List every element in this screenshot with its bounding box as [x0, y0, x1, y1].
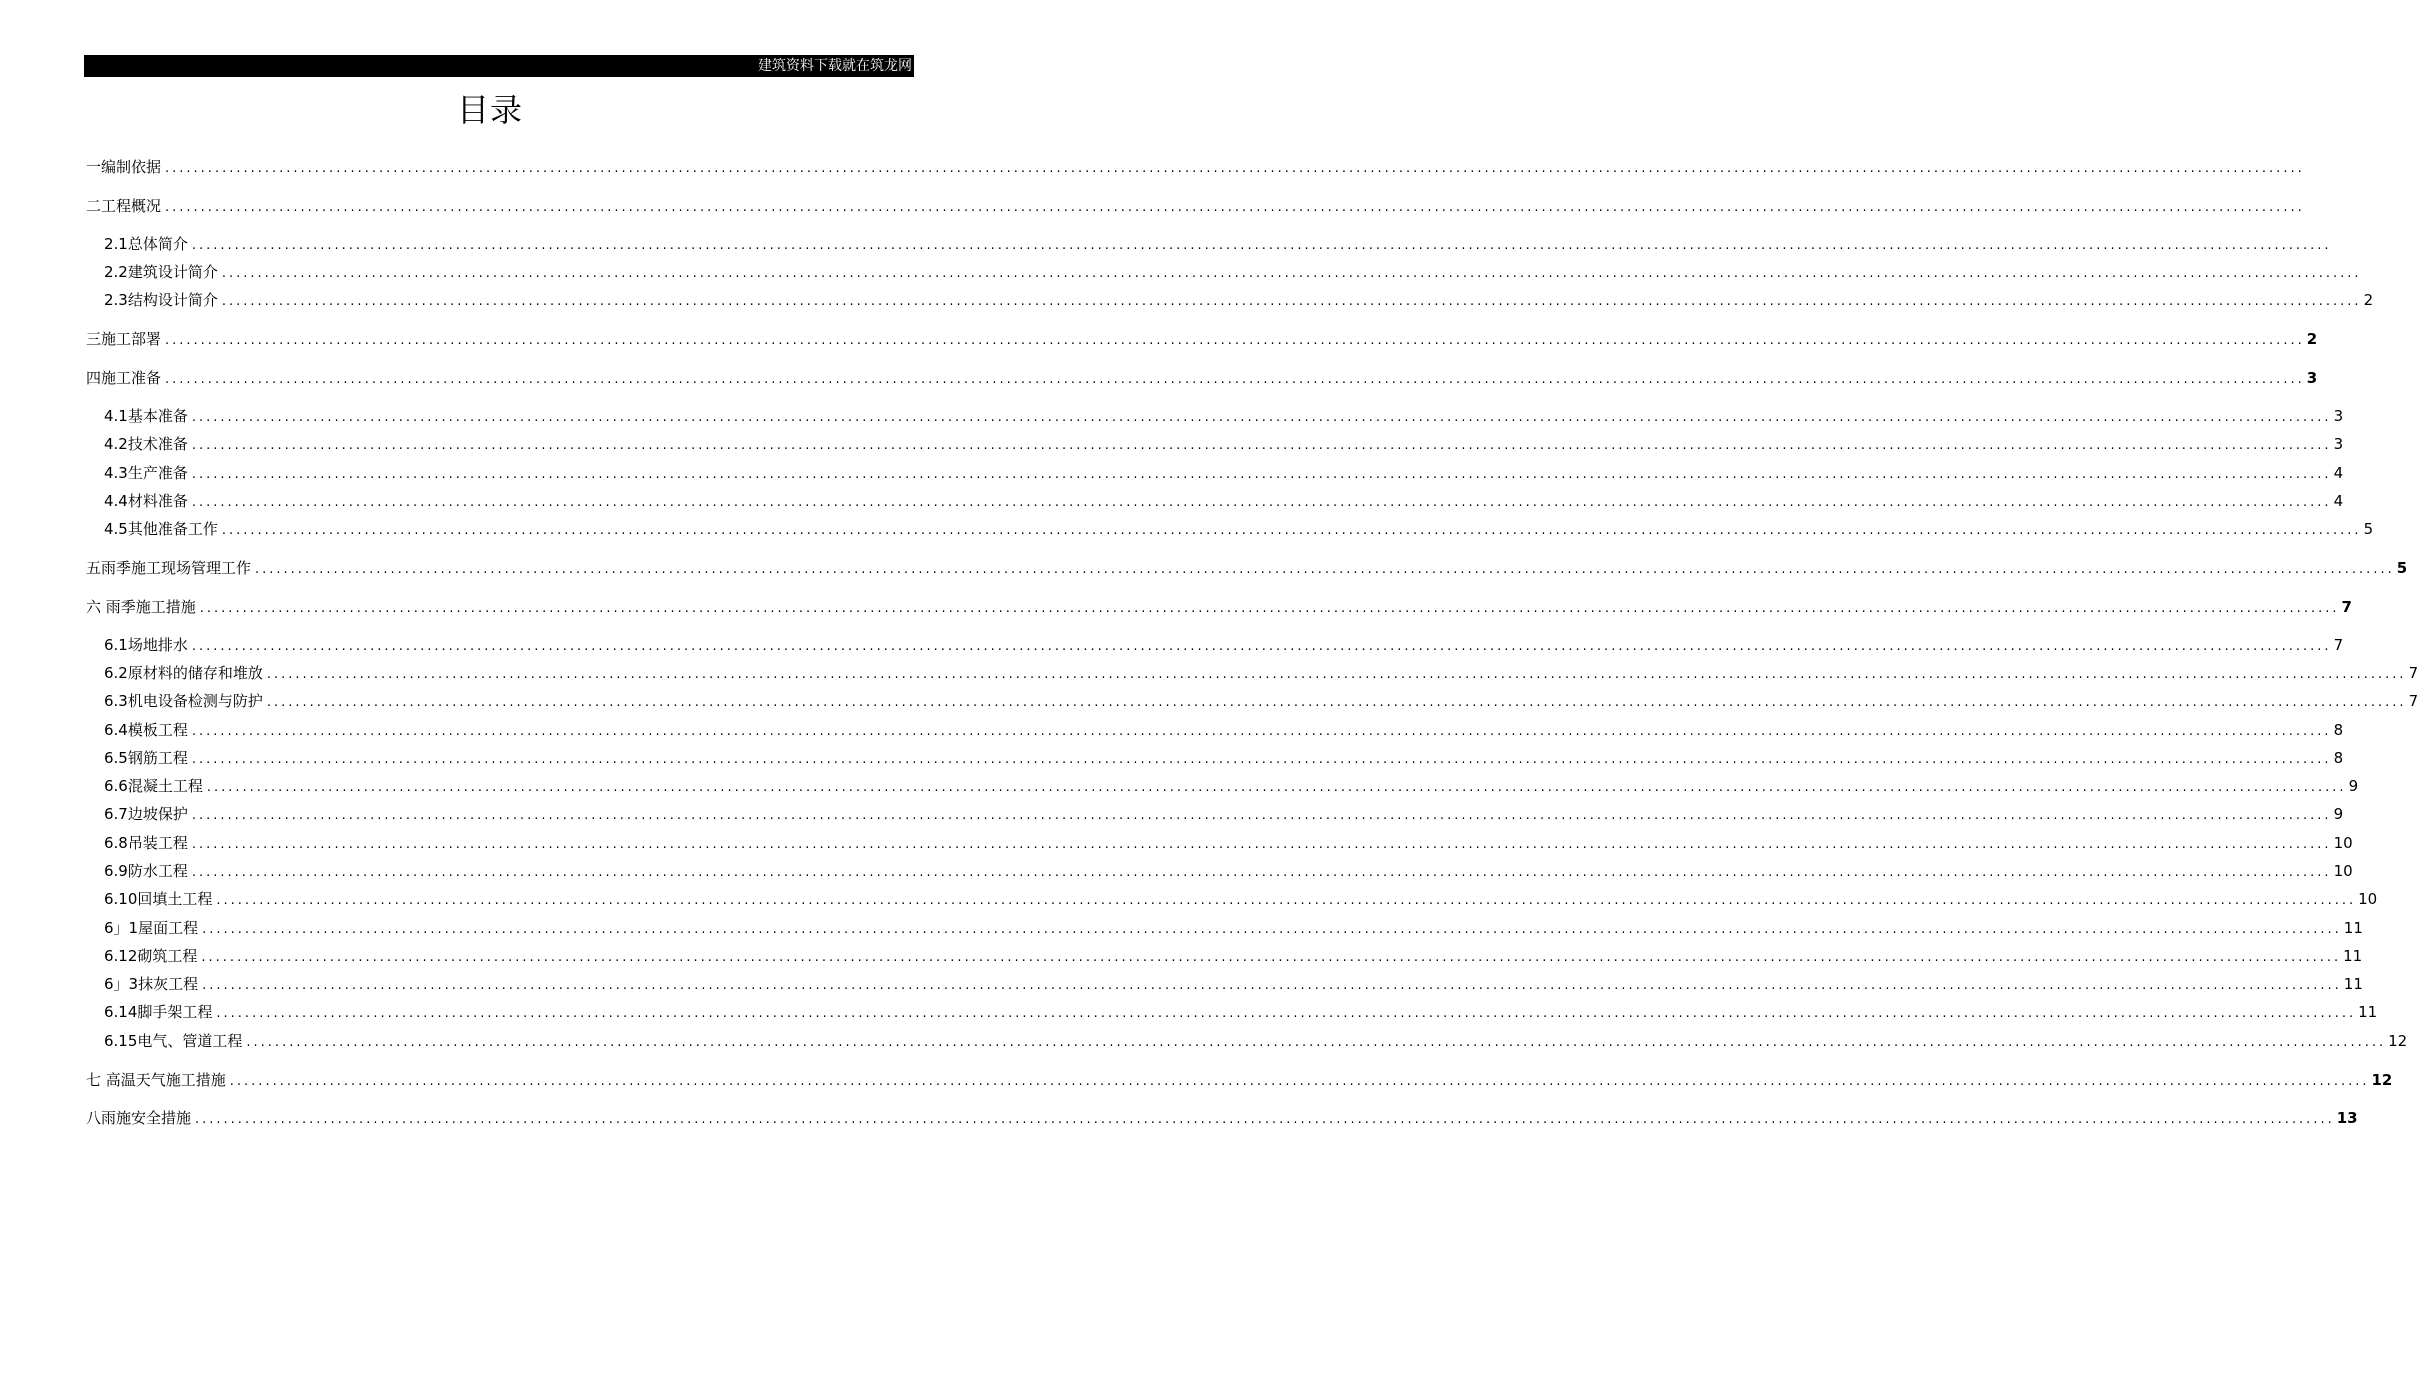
toc-entry-page-number: 10 — [2333, 862, 2353, 880]
toc-leader-dots: ............................................................................................................................................................................................................................................................................................................ — [202, 978, 2342, 993]
toc-leader-dots: ............................................................................................................................................................................................................................................................................................................ — [221, 266, 2362, 281]
toc-entry-page-number: 8 — [2333, 721, 2344, 739]
toc-entry-label: 一编制依据 — [86, 158, 162, 176]
toc-leader-dots: ............................................................................................................................................................................................................................................................................................................ — [266, 667, 2407, 682]
toc-entry[interactable] — [104, 1031, 2408, 1053]
toc-entry-label: 2.3结构设计简介 — [104, 291, 218, 309]
toc-leader-dots: ............................................................................................................................................................................................................................................................................................................ — [191, 438, 2332, 453]
toc-entry[interactable] — [86, 1108, 2358, 1130]
toc-leader-dots: ............................................................................................................................................................................................................................................................................................................ — [191, 495, 2332, 510]
toc-leader-dots: ............................................................................................................................................................................................................................................................................................................ — [201, 950, 2342, 965]
toc-entry[interactable] — [104, 434, 2344, 456]
toc-entry[interactable] — [104, 889, 2378, 911]
toc-entry-label: 6.3机电设备检测与防护 — [104, 692, 263, 710]
toc-entry[interactable] — [104, 262, 2362, 284]
toc-entry-label: 6」3抹灰工程 — [104, 975, 199, 993]
toc-entry[interactable] — [104, 635, 2344, 657]
toc-entry-page-number: 2 — [2363, 291, 2374, 309]
toc-entry-page-number: 10 — [2333, 834, 2353, 852]
toc-leader-dots: ............................................................................................................................................................................................................................................................................................................ — [195, 1112, 2335, 1127]
toc-entry[interactable] — [104, 720, 2344, 742]
toc-entry-label: 6.2原材料的储存和堆放 — [104, 664, 263, 682]
toc-entry[interactable] — [104, 918, 2363, 940]
toc-entry-label: 6.15电气、管道工程 — [104, 1032, 243, 1050]
toc-entry-page-number: 10 — [2358, 890, 2378, 908]
toc-entry[interactable] — [104, 974, 2363, 996]
toc-leader-dots: ............................................................................................................................................................................................................................................................................................................ — [216, 893, 2357, 908]
toc-entry[interactable] — [86, 196, 2305, 218]
toc-entry-label: 6」1屋面工程 — [104, 919, 199, 937]
header-banner — [84, 55, 914, 77]
toc-entry[interactable] — [104, 833, 2353, 855]
toc-entry-label: 6.4模板工程 — [104, 721, 188, 739]
toc-leader-dots: ............................................................................................................................................................................................................................................................................................................ — [165, 200, 2305, 215]
toc-entry-label: 八雨施安全措施 — [86, 1109, 192, 1127]
toc-entry-label: 4.4材料准备 — [104, 492, 188, 510]
toc-entry-label: 2.2建筑设计简介 — [104, 263, 218, 281]
toc-entry-label: 6.6混凝土工程 — [104, 777, 203, 795]
toc-entry-page-number: 11 — [2358, 1003, 2378, 1021]
toc-entry-label: 二工程概况 — [86, 197, 162, 215]
toc-entry-page-number: 4 — [2333, 464, 2344, 482]
page-title: 目录 — [456, 91, 523, 129]
toc-leader-dots: ............................................................................................................................................................................................................................................................................................................ — [246, 1035, 2387, 1050]
toc-entry[interactable] — [104, 491, 2344, 513]
toc-leader-dots: ............................................................................................................................................................................................................................................................................................................ — [191, 865, 2332, 880]
toc-leader-dots: ............................................................................................................................................................................................................................................................................................................ — [165, 333, 2305, 348]
toc-entry-page-number: 13 — [2336, 1109, 2358, 1127]
toc-entry-page-number: 11 — [2343, 947, 2363, 965]
toc-entry-page-number: 3 — [2333, 407, 2344, 425]
toc-entry-page-number: 5 — [2396, 559, 2408, 577]
toc-entry-page-number: 3 — [2333, 435, 2344, 453]
toc-entry-label: 4.5其他准备工作 — [104, 520, 218, 538]
toc-entry[interactable] — [104, 290, 2374, 312]
toc-entry[interactable] — [86, 558, 2408, 580]
toc-entry-label: 六 雨季施工措施 — [86, 598, 196, 616]
toc-entry[interactable] — [86, 368, 2318, 390]
toc-entry-label: 四施工准备 — [86, 369, 162, 387]
header-banner-text: 建筑资料下载就在筑龙网 — [758, 58, 912, 74]
toc-entry-page-number: 11 — [2343, 975, 2363, 993]
toc-entry[interactable] — [86, 597, 2352, 619]
toc-leader-dots: ............................................................................................................................................................................................................................................................................................................ — [191, 639, 2332, 654]
toc-entry-label: 4.3生产准备 — [104, 464, 188, 482]
toc-entry-label: 6.7边坡保护 — [104, 805, 188, 823]
toc-entry[interactable] — [104, 663, 2418, 685]
toc-entry-label: 三施工部署 — [86, 330, 162, 348]
toc-entry-label: 6.8吊装工程 — [104, 834, 188, 852]
toc-leader-dots: ............................................................................................................................................................................................................................................................................................................ — [191, 238, 2332, 253]
toc-entry-page-number: 2 — [2306, 330, 2318, 348]
toc-entry[interactable] — [104, 463, 2344, 485]
toc-leader-dots: ............................................................................................................................................................................................................................................................................................................ — [255, 562, 2395, 577]
toc-entry-label: 4.2技术准备 — [104, 435, 188, 453]
toc-entry[interactable] — [86, 1070, 2393, 1092]
toc-entry[interactable] — [104, 691, 2418, 713]
toc-entry-page-number: 9 — [2348, 777, 2359, 795]
toc-entry-page-number: 4 — [2333, 492, 2344, 510]
toc-entry-page-number: 7 — [2341, 598, 2352, 616]
toc-entry[interactable] — [104, 234, 2332, 256]
toc-entry-label: 2.1总体简介 — [104, 235, 188, 253]
toc-leader-dots: ............................................................................................................................................................................................................................................................................................................ — [206, 780, 2347, 795]
toc-leader-dots: ............................................................................................................................................................................................................................................................................................................ — [199, 601, 2340, 616]
toc-leader-dots: ............................................................................................................................................................................................................................................................................................................ — [191, 724, 2332, 739]
toc-entry-label: 4.1基本准备 — [104, 407, 188, 425]
toc-entry-page-number: 7 — [2408, 692, 2418, 710]
toc-entry-label: 6.12砌筑工程 — [104, 947, 198, 965]
toc-leader-dots: ............................................................................................................................................................................................................................................................................................................ — [221, 294, 2362, 309]
toc-leader-dots: ............................................................................................................................................................................................................................................................................................................ — [191, 808, 2332, 823]
toc-entry[interactable] — [104, 1002, 2378, 1024]
toc-entry-page-number: 8 — [2333, 749, 2344, 767]
toc-entry-label: 七 高温天气施工措施 — [86, 1071, 226, 1089]
toc-entry[interactable] — [104, 776, 2359, 798]
toc-entry-page-number: 12 — [2371, 1071, 2393, 1089]
toc-leader-dots: ............................................................................................................................................................................................................................................................................................................ — [191, 410, 2332, 425]
toc-entry[interactable] — [86, 157, 2305, 179]
toc-entry[interactable] — [104, 861, 2353, 883]
toc-entry[interactable] — [104, 519, 2374, 541]
toc-entry-page-number: 3 — [2306, 369, 2318, 387]
toc-entry[interactable] — [104, 748, 2344, 770]
toc-entry[interactable] — [104, 406, 2344, 428]
toc-entry[interactable] — [104, 946, 2363, 968]
toc-entry-page-number: 12 — [2388, 1032, 2408, 1050]
toc-entry-label: 6.14脚手架工程 — [104, 1003, 213, 1021]
toc-leader-dots: ............................................................................................................................................................................................................................................................................................................ — [266, 695, 2407, 710]
toc-leader-dots: ............................................................................................................................................................................................................................................................................................................ — [165, 161, 2305, 176]
toc-entry-label: 6.10回填土工程 — [104, 890, 213, 908]
toc-leader-dots: ............................................................................................................................................................................................................................................................................................................ — [221, 523, 2362, 538]
toc-entry-label: 6.5钢筋工程 — [104, 749, 188, 767]
toc-leader-dots: ............................................................................................................................................................................................................................................................................................................ — [229, 1074, 2370, 1089]
toc-entry-page-number: 7 — [2333, 636, 2344, 654]
toc-leader-dots: ............................................................................................................................................................................................................................................................................................................ — [191, 837, 2332, 852]
toc-leader-dots: ............................................................................................................................................................................................................................................................................................................ — [216, 1006, 2357, 1021]
toc-entry-label: 五雨季施工现场管理工作 — [86, 559, 252, 577]
toc-entry-label: 6.9防水工程 — [104, 862, 188, 880]
toc-leader-dots: ............................................................................................................................................................................................................................................................................................................ — [191, 752, 2332, 767]
toc-entry-page-number: 5 — [2363, 520, 2374, 538]
toc-entry-page-number: 7 — [2408, 664, 2418, 682]
toc-entry-label: 6.1场地排水 — [104, 636, 188, 654]
toc-entry-page-number: 9 — [2333, 805, 2344, 823]
toc-entry[interactable] — [86, 329, 2318, 351]
toc-entry[interactable] — [104, 804, 2344, 826]
toc-leader-dots: ............................................................................................................................................................................................................................................................................................................ — [165, 372, 2305, 387]
toc-leader-dots: ............................................................................................................................................................................................................................................................................................................ — [191, 467, 2332, 482]
toc-leader-dots: ............................................................................................................................................................................................................................................................................................................ — [202, 922, 2342, 937]
toc-entry-page-number: 11 — [2343, 919, 2363, 937]
